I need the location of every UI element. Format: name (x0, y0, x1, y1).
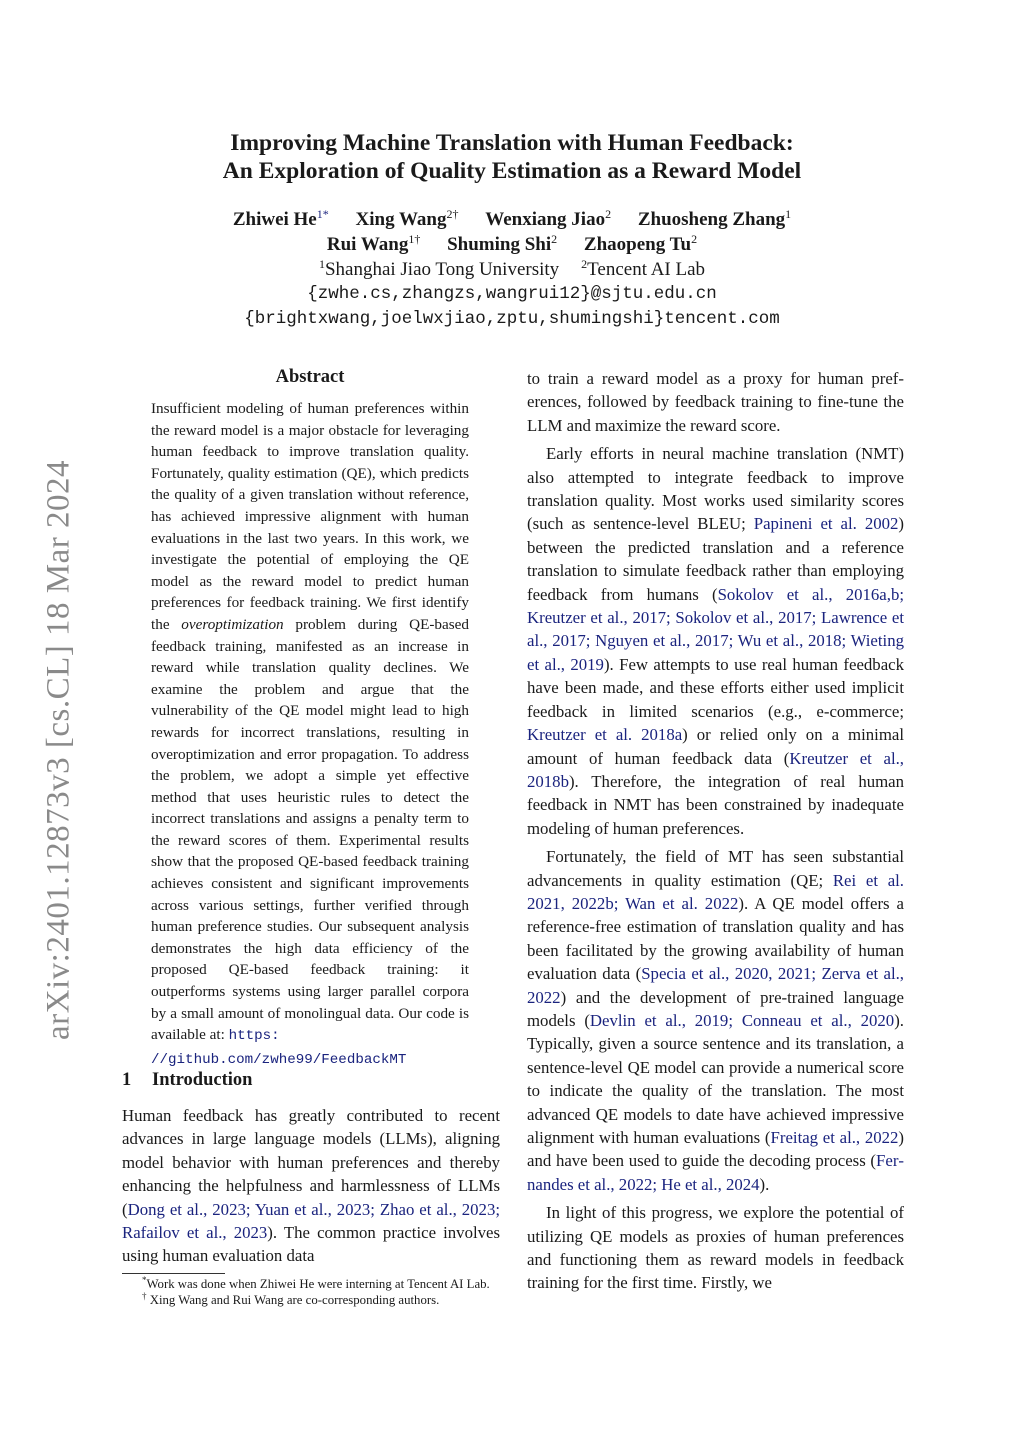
author-name: Wenxiang Jiao (485, 209, 606, 230)
author-sup: 1† (408, 232, 421, 246)
abstract-heading: Abstract (275, 367, 345, 387)
body-text: ). Few attempts to use real human feedback have been made, and these efforts either used implicit feedback in limited scenarios (e.g., e-commerce; (527, 654, 904, 721)
citation-link[interactable]: Rei et al. 2021, 2022b; Wan et al. 2022 (527, 870, 904, 913)
abstract-text: problem during QE-based feedback training, manifested as an increase in reward while translation quality declines. We examine the problem and argue that the vulnerability of the QE model might lead to high rewards for incorrect translations, resulting in overoptimization and error propagation. To address the problem, we adopt a simple yet effective method that uses heuristic rules to detect the incorrect translations and assigns a penalty term to the reward scores of them. Experimental results show that the proposed QE-based feedback training achieves consistent and significant improvements across various settings, further verified through human preference studies. Our subsequent analysis demonstrates the high data efficiency of the proposed QE-based feedback training: it outperforms systems using larger parallel corpora by a small amount of monolingual data. Our code is available at: (151, 615, 469, 1044)
affiliation-sup: 2 (581, 257, 588, 271)
arxiv-stamp (42, 450, 76, 1050)
footnote-mark: * (142, 1275, 147, 1285)
section-number: 1 (122, 1070, 132, 1090)
affiliation-name: Shanghai Jiao Tong University (324, 259, 560, 280)
email-line-2: {brightxwang,joelwxjiao,zptu,shumingshi}tencent.com (244, 309, 780, 329)
code-link-continued[interactable]: //github.com/zwhe99/FeedbackMT (151, 1051, 407, 1068)
footnote-text: Work was done when Zhiwei He were interning at Tencent AI Lab. (146, 1277, 490, 1291)
footnote-text: Xing Wang and Rui Wang are co-corresponding authors. (146, 1293, 440, 1307)
body-text: ) and the development of pre-trained language models ( (527, 987, 904, 1030)
citation-link[interactable]: Specia et al., 2020, 2021; Zerva et al., 2022 (527, 964, 904, 1007)
author-sup: 1* (316, 207, 329, 221)
author-line-2 (100, 232, 924, 257)
title-line-1: Improving Machine Translation with Human Feedback: (230, 130, 794, 156)
title-line-2: An Exploration of Quality Estimation as a Reward Model (222, 158, 802, 184)
paper-title (100, 129, 924, 185)
body-text: ) and have been used to guide the decoding process ( (527, 1128, 904, 1171)
body-text: ). Typically, given a source sentence and its translation, a sentence-level QE model can provide a numerical score to indicate the quality of the translation. The most advanced QE models to date have achieved impressive alignment with human evaluations ( (527, 1010, 904, 1147)
abstract-text: Insufficient modeling of human preferences within the reward model is a major obstacle for leveraging human feedback to improve translation quality. Fortunately, quality estimation (QE), which predicts the quality of a given translation without reference, has achieved impressive alignment with human evaluations in the last two years. In this work, we investigate the potential of employing the QE model as the reward model to predict human preferences for feedback training. We first identify the (151, 400, 469, 633)
arxiv-stamp-text: arXiv:2401.12873v3 [cs.CL] 18 Mar 2024 (40, 460, 77, 1040)
right-column (527, 367, 904, 1295)
email-line-1: {zwhe.cs,zhangzs,wangrui12}@sjtu.edu.cn (307, 284, 717, 304)
footnotes (122, 1276, 500, 1308)
citation-link[interactable]: Sokolov et al., 2016a,b; Kreutzer et al., 2017; Sokolov et al., 2017; Lawrence et al., 2017; Nguyen et al., 2017; Wu et al., 2018; Wieting et al., 2019 (527, 584, 904, 674)
section-heading (122, 1070, 252, 1091)
body-text: ). Therefore, the integration of real human feedback in NMT has been constrained by inadequate modeling of human preferences. (527, 771, 904, 838)
author-name: Rui Wang (326, 234, 409, 255)
author-sup: 1 (785, 207, 792, 221)
citation-link[interactable]: Freitag et al., 2022 (770, 1128, 899, 1147)
section-title: Introduction (152, 1070, 253, 1090)
abstract-body (151, 398, 469, 1071)
body-text: ) or relied only on a minimal amount of human feedback data ( (527, 725, 904, 768)
footnote-1 (122, 1276, 500, 1292)
author-name: Zhuosheng Zhang (637, 209, 786, 230)
author-name: Zhaopeng Tu (583, 234, 692, 255)
author-sup: 2 (605, 207, 612, 221)
body-text: Early efforts in neural machine translation (NMT) also attempted to integrate feedback to improve translation quality. Most works used similarity scores (such as sentence-level BLEU; (527, 444, 904, 534)
paragraph (527, 845, 904, 1196)
body-text: ). A QE model offers a reference-free estimation of translation quality and has been facilitated by the growing availability of human evaluation data ( (527, 893, 905, 984)
footnote-2 (122, 1292, 500, 1308)
author-name: Zhiwei He (232, 209, 317, 230)
author-sup: 2† (446, 207, 459, 221)
citation-link[interactable]: Kreutzer et al. 2018a (527, 725, 683, 745)
body-text: Human feedback has greatly contributed to recent advances in large language models (LLMs), aligning model behavior with human preferences and thereby enhancing the helpfulness and harmlessness of LLMs ( (122, 1106, 500, 1219)
body-text: ). (759, 1174, 770, 1194)
paragraph (122, 1104, 500, 1268)
body-text: ) between the predicted translation and a reference translation to simulate feedback rather than employing feedback from humans ( (527, 514, 904, 604)
citation-link[interactable]: Devlin et al., 2019; Conneau et al., 2020 (589, 1010, 895, 1030)
author-name: Xing Wang (355, 209, 447, 230)
affiliation-name: Tencent AI Lab (587, 259, 706, 280)
citation-link[interactable]: Kreutzer et al., 2018b (527, 748, 904, 791)
affiliations (100, 257, 924, 282)
author-sup: 2 (691, 232, 698, 246)
citation-link[interactable]: Fernandes et al., 2022; He et al., 2024 (527, 1151, 904, 1194)
affiliation-sup: 1 (318, 257, 325, 271)
author-name: Shuming Shi (447, 234, 552, 255)
citation-link[interactable]: Papineni et al. 2002 (753, 514, 899, 534)
abstract-emphasis: overoptimization (181, 615, 284, 633)
body-text: ). The common practice involves using human evaluation data (122, 1223, 500, 1266)
author-sup: 2 (551, 232, 558, 246)
paragraph: to train a reward model as a proxy for human preferences, followed by feedback training to fine-tune the LLM and maximize the reward score. (527, 369, 904, 435)
intro-left-column (122, 1104, 500, 1268)
paragraph: In light of this progress, we explore the potential of utilizing QE models as proxies of human preferences and functioning them as reward models in feedback training for the first time. Firstly, we (527, 1203, 904, 1293)
footnote-mark: † (142, 1291, 147, 1301)
author-line-1 (100, 207, 924, 232)
paragraph (527, 442, 904, 840)
footnote-rule (122, 1273, 225, 1274)
citation-link[interactable]: Dong et al., 2023; Yuan et al., 2023; Zhao et al., 2023; Rafailov et al., 2023 (122, 1199, 500, 1243)
body-text: Fortunately, the field of MT has seen substantial advancements in quality estimation (QE; (527, 847, 904, 890)
code-link[interactable]: https: (228, 1028, 280, 1045)
